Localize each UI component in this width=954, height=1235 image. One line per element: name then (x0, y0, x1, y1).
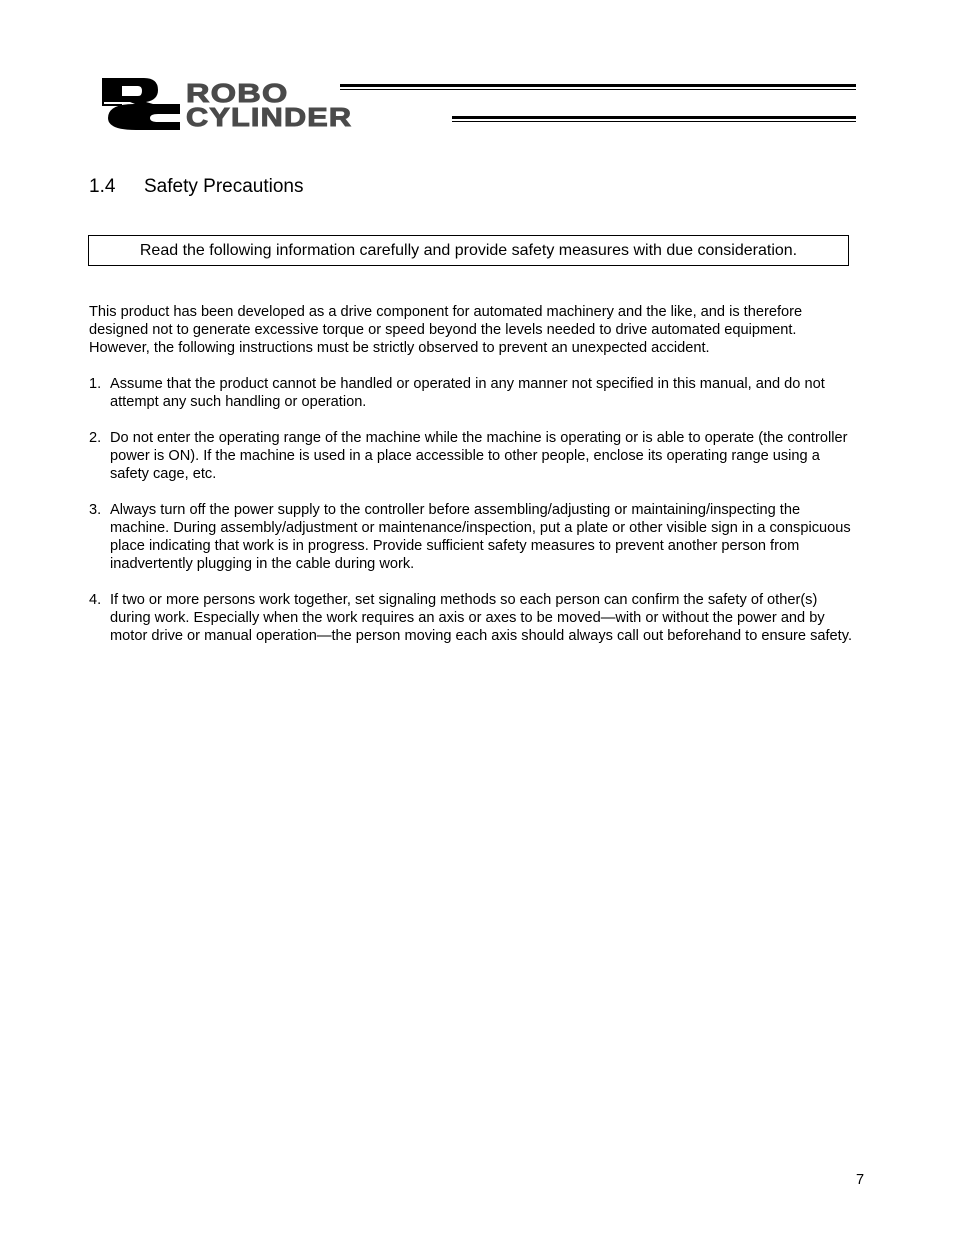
list-item-text: Assume that the product cannot be handled or operated in any manner not specified in this manual, and do not attempt any such handling or operation. (110, 376, 825, 410)
list-item-text: If two or more persons work together, set signaling methods so each person can confirm the safety of other(s) during work. Especially when the work requires an axis or axes to be moved—with or without the power and by motor drive or manual operation—the person moving each axis should always call out beforehand to ensure safety. (110, 592, 852, 644)
section-heading (89, 176, 303, 198)
list-item-number: 2. (89, 430, 102, 446)
list-item-number: 1. (89, 376, 102, 392)
list-item (89, 429, 859, 483)
header-rule-top (340, 84, 856, 90)
section-number: 1.4 (89, 176, 116, 197)
notice-box: Read the following information carefully and provide safety measures with due consideration. (88, 235, 849, 266)
list-item (89, 375, 859, 411)
list-item (89, 591, 859, 645)
list-item-text: Do not enter the operating range of the machine while the machine is operating or is able to operate (the controller power is ON). If the machine is used in a place accessible to other people, enclose its operating range using a safety cage, etc. (110, 430, 848, 482)
list-item-number: 4. (89, 592, 102, 608)
page-number: 7 (856, 1172, 865, 1188)
logo-word-robo: ROBO (186, 78, 289, 108)
header-rule-bottom (452, 116, 856, 122)
section-title: Safety Precautions (144, 176, 304, 197)
logo-word-cylinder: CYLINDER (186, 102, 353, 132)
list-item-text: Always turn off the power supply to the controller before assembling/adjusting or maintaining/inspecting the machine. During assembly/adjustment or maintenance/inspection, put a plate or other visible sign in a conspicuous place indicating that work is in progress. Provide sufficient safety measures to prevent another person from inadvertently plugging in the cable during work. (110, 502, 851, 572)
list-item (89, 501, 859, 573)
rc-logo-mark-icon (100, 76, 182, 130)
robo-cylinder-logo (100, 76, 860, 132)
intro-paragraph: This product has been developed as a drive component for automated machinery and the like, and is therefore designed not to generate excessive torque or speed beyond the levels needed to drive automated equipment. However, the following instructions must be strictly observed to prevent an unexpected accident. (89, 304, 803, 356)
list-item-number: 3. (89, 502, 102, 518)
precaution-list (89, 375, 859, 663)
